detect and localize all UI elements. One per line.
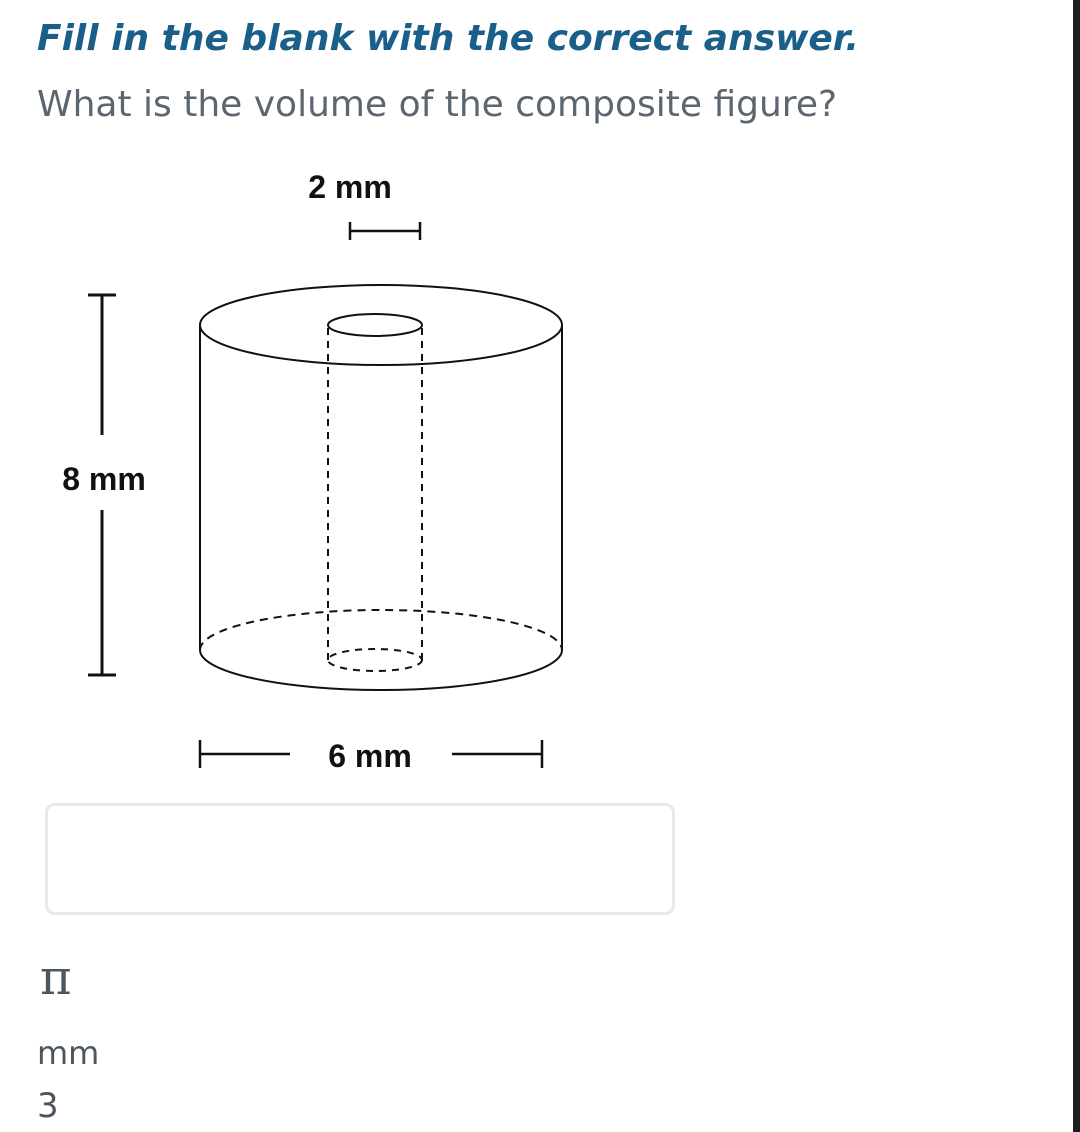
answer-input[interactable] bbox=[45, 803, 675, 915]
unit-exponent: 3 bbox=[37, 1086, 59, 1126]
base-dimension-label: 6 mm bbox=[328, 738, 412, 774]
window-edge bbox=[1073, 0, 1080, 1132]
top-dimension-bracket bbox=[350, 222, 420, 240]
outer-cylinder bbox=[200, 285, 562, 690]
pi-symbol: π bbox=[40, 950, 72, 1006]
height-dimension-label: 8 mm bbox=[62, 461, 146, 497]
instruction-heading: Fill in the blank with the correct answer. bbox=[37, 18, 860, 59]
question-text: What is the volume of the composite figure? bbox=[37, 84, 838, 125]
cylinder-diagram bbox=[20, 140, 620, 800]
unit-label: mm bbox=[37, 1034, 100, 1072]
composite-figure bbox=[20, 140, 620, 800]
inner-hole-cylinder bbox=[328, 314, 422, 671]
top-dimension-label: 2 mm bbox=[308, 169, 392, 205]
